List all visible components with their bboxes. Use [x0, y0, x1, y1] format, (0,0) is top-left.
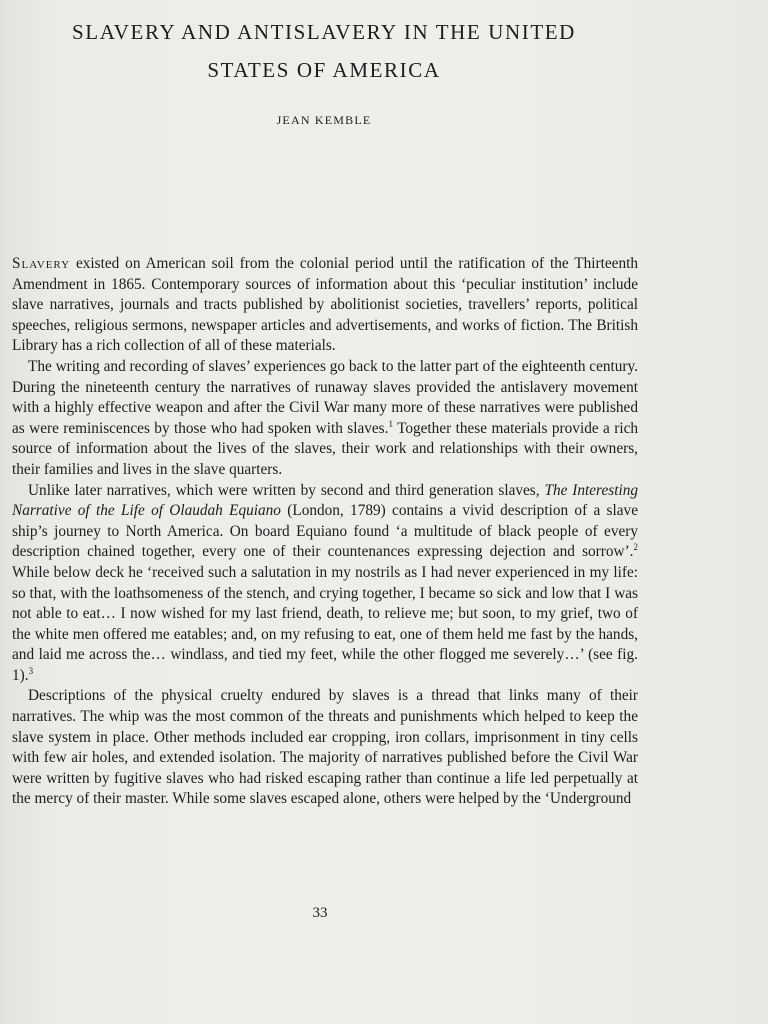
- paragraph-4: [12, 686, 638, 810]
- footnote-marker: 2: [633, 542, 638, 553]
- lead-word: Slavery: [12, 255, 71, 272]
- paragraph-3: [12, 481, 638, 687]
- footnote-marker: 1: [388, 418, 393, 429]
- article-title-line-1: SLAVERY AND ANTISLAVERY IN THE UNITED: [72, 20, 576, 44]
- article-title-line-2: STATES OF AMERICA: [207, 58, 441, 82]
- footnote-marker: 3: [28, 665, 34, 676]
- paragraph-1: [12, 254, 638, 357]
- paragraph-text: Unlike later narratives, which were written by second and third generation slaves,: [28, 481, 545, 499]
- article-body: [12, 254, 638, 810]
- author-name: JEAN KEMBLE: [276, 113, 372, 127]
- paragraph-text-middle: (London, 1789) contains a vivid description of a slave ship’s journey to North America. On board Equiano found ‘a multitude of black people of every description chained together, every one of their countenances expressing dejection and sorrow’.: [12, 502, 638, 561]
- book-title: The Interesting Narrative of the Life of Olaudah Equiano: [12, 481, 638, 520]
- paragraph-text: The writing and recording of slaves’ experiences go back to the latter part of the eighteenth century. During the nineteenth century the narratives of runaway slaves provided the antislavery movement with a highly effective weapon and after the Civil War many more of these narratives were published as were reminiscences by those who had spoken with slaves.: [12, 357, 638, 437]
- paragraph-text-continued: Together these materials provide a rich source of information about the lives of the slaves, their work and relationships with their owners, their families and lives in the slave quarters.: [12, 419, 639, 478]
- paragraph-2: [12, 357, 638, 481]
- page-number: 33: [312, 905, 328, 921]
- paragraph-text: existed on American soil from the colonial period until the ratification of the Thirteenth Amendment in 1865. Contemporary sources of information about this ‘peculiar institution’ include slave narratives, journals and tracts published by abolitionist societies, travellers’ reports, political speeches, religious sermons, newspaper articles and advertisements, and works of fiction. The British Library has a rich collection of all of these materials.: [12, 255, 638, 355]
- paragraph-text-continued: While below deck he ‘received such a salutation in my nostrils as I had never experienced in my life: so that, with the loathsomeness of the stench, and crying together, I became so sick and low that I was not able to eat… I now wished for my last friend, death, to relieve me; but soon, to my grief, two of the white men offered me eatables; and, on my refusing to eat, one of them held me fast by the hands, and laid me across the… windlass, and tied my feet, while the other flogged me severely…’ (see fig. 1).: [12, 563, 638, 684]
- paragraph-text: Descriptions of the physical cruelty endured by slaves is a thread that links many of their narratives. The whip was the most common of the threats and punishments which helped to keep the slave system in place. Other methods included ear cropping, iron collars, imprisonment in tiny cells with few air holes, and extended isolation. The majority of narratives published before the Civil War were written by fugitive slaves who had risked escaping rather than continue a life led perpetually at the mercy of their master. While some slaves escaped alone, others were helped by the ‘Underground: [12, 687, 638, 808]
